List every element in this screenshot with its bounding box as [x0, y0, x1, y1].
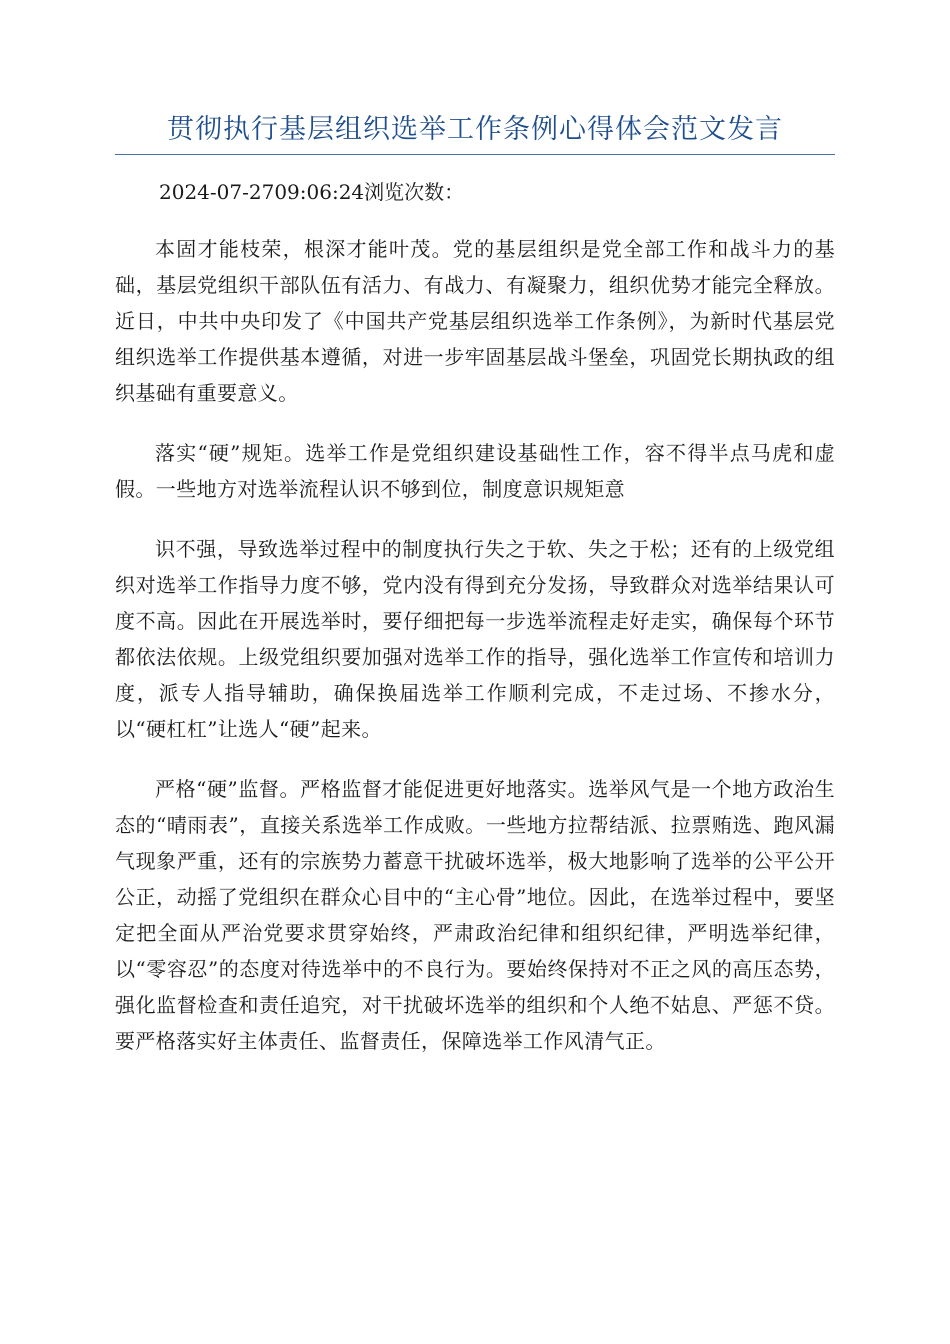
paragraph-supervision: 严格“硬”监督。严格监督才能促进更好地落实。选举风气是一个地方政治生态的“晴雨表”，直接关系选举工作成败。一些地方拉帮结派、拉票贿选、跑风漏气现象严重，还有的宗族势力蓄意干扰破坏选举，极大地影响了选举的公平公开公正，动摇了党组织在群众心目中的“主心骨”地位。因此，在选举过程中，要坚定把全面从严治党要求贯穿始终，严肃政治纪律和组织纪律，严明选举纪律，以“零容忍”的态度对待选举中的不良行为。要始终保持对不正之风的高压态势，强化监督检查和责任追究，对干扰破坏选举的组织和个人绝不姑息、严惩不贷。要严格落实好主体责任、监督责任，保障选举工作风清气正。 [115, 777, 835, 1053]
paragraph-rules: 落实“硬”规矩。选举工作是党组织建设基础性工作，容不得半点马虎和虚假。一些地方对选举流程认识不够到位，制度意识规矩意 [115, 441, 835, 501]
document-page [115, 110, 835, 1059]
document-title: 贯彻执行基层组织选举工作条例心得体会范文发言 [115, 110, 835, 155]
paragraph-intro: 本固才能枝荣，根深才能叶茂。党的基层组织是党全部工作和战斗力的基础，基层党组织干部队伍有活力、有战力、有凝聚力，组织优势才能完全释放。近日，中共中央印发了《中国共产党基层组织选举工作条例》，为新时代基层党组织选举工作提供基本遵循，对进一步牢固基层战斗堡垒，巩固党长期执政的组织基础有重要意义。 [115, 237, 835, 405]
publish-meta: 2024-07-2709:06:24浏览次数： [159, 180, 465, 204]
paragraph-rules-continued: 识不强，导致选举过程中的制度执行失之于软、失之于松；还有的上级党组织对选举工作指导力度不够，党内没有得到充分发扬，导致群众对选举结果认可度不高。因此在开展选举时，要仔细把每一步选举流程走好走实，确保每个环节都依法依规。上级党组织要加强对选举工作的指导，强化选举工作宣传和培训力度，派专人指导辅助，确保换届选举工作顺利完成，不走过场、不掺水分，以“硬杠杠”让选人“硬”起来。 [115, 537, 835, 741]
